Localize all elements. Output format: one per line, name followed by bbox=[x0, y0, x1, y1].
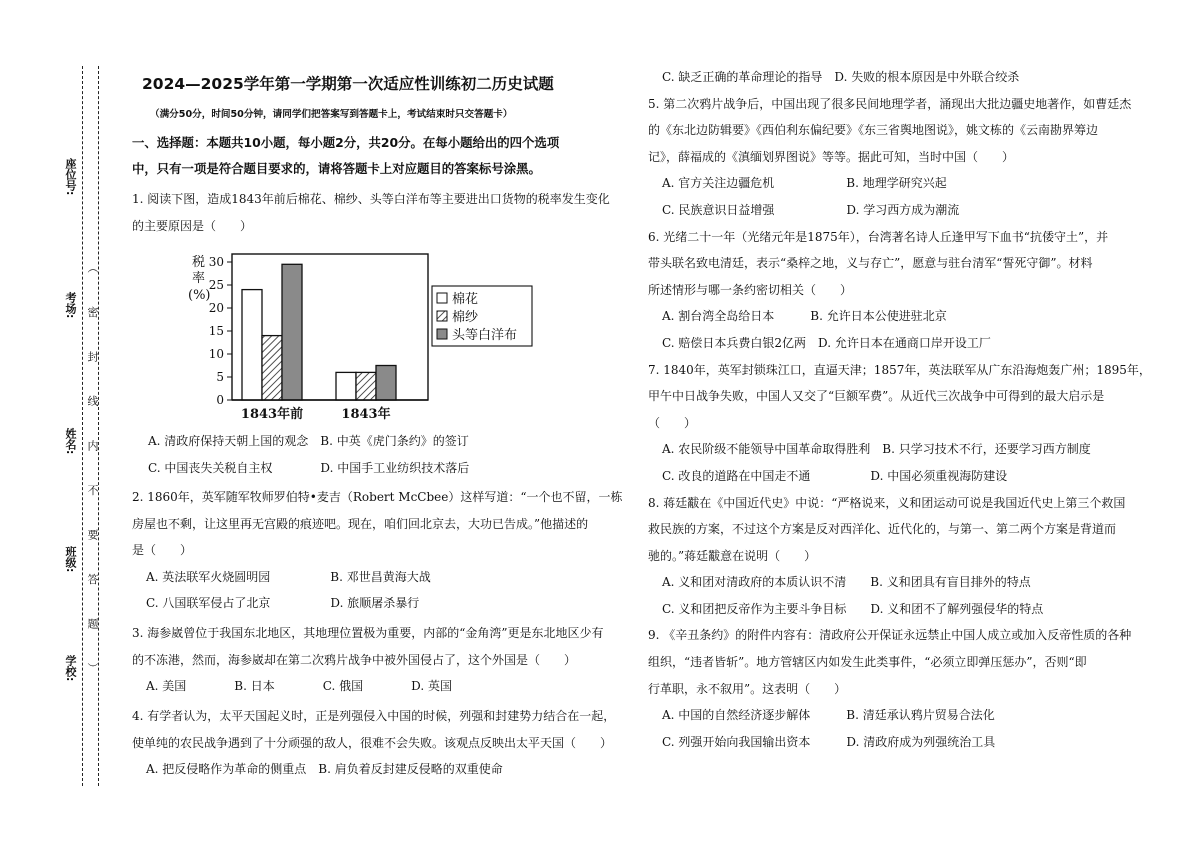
question-line: 组织，“违者皆斩”。地方管辖区内如发生此类事件，“必须立即弹压惩办”，否则“即 bbox=[648, 655, 1087, 670]
option-line: C. 中国丧失关税自主权 D. 中国手工业纺织技术落后 bbox=[148, 460, 470, 475]
y-tick-label: 15 bbox=[208, 324, 224, 338]
y-tick-label: 20 bbox=[208, 301, 224, 315]
x-category-label: 1843年前 bbox=[240, 407, 304, 422]
question-3 bbox=[132, 620, 604, 700]
exam-room-label: 考场: bbox=[64, 292, 77, 319]
name-label: 姓名: bbox=[64, 428, 77, 455]
y-tick-label: 10 bbox=[208, 347, 224, 361]
section-heading-line: 一、选择题：本题共10小题，每小题2分，共20分。在每小题给出的四个选项 bbox=[132, 135, 560, 150]
question-line: 7. 1840年，英军封锁珠江口，直逼天津；1857年，英法联军从广东沿海炮轰广州；1895年， bbox=[648, 362, 1151, 377]
bar-棉花 bbox=[242, 290, 262, 400]
option-line: C. 改良的道路在中国走不通 D. 中国必须重视海防建设 bbox=[662, 468, 1008, 483]
question-1-options bbox=[148, 428, 469, 481]
legend-label: 头等白洋布 bbox=[452, 328, 518, 343]
option-line: C. 缺乏正确的革命理论的指导 D. 失败的根本原因是中外联合绞杀 bbox=[662, 70, 1020, 84]
question-line: 记》，薛福成的《滇缅划界图说》等等。据此可知，当时中国（ ） bbox=[648, 149, 1015, 164]
section-heading-line: 中，只有一项是符合题目要求的，请将答题卡上对应题目的答案标号涂黑。 bbox=[132, 161, 541, 176]
question-line: 4. 有学者认为，太平天国起义时，正是列强侵入中国的时候，列强和封建势力结合在一起， bbox=[132, 709, 616, 723]
option-line: A. 割台湾全岛给日本 B. 允许日本公使进驻北京 bbox=[662, 309, 947, 324]
bar-棉纱 bbox=[262, 336, 282, 400]
y-axis-label: 税 bbox=[192, 255, 206, 270]
legend-label: 棉花 bbox=[452, 292, 479, 307]
bar-棉花 bbox=[336, 372, 356, 400]
question-line: 的《东北边防辑要》《西伯利东偏纪要》《东三省舆地图说》，姚文栋的《云南勘界筹边 bbox=[648, 123, 1099, 138]
question-line: 3. 海参崴曾位于我国东北地区，其地理位置极为重要，内部的“金角湾”更是东北地区少有 bbox=[132, 626, 604, 640]
question-line: 的主要原因是（ ） bbox=[132, 218, 253, 233]
y-tick-label: 30 bbox=[208, 255, 224, 269]
y-tick-label: 0 bbox=[216, 393, 224, 407]
question-line: 救民族的方案，不过这个方案是反对西洋化、近代化的，与第一、第二两个方案是背道而 bbox=[648, 522, 1117, 537]
tax-rate-chart bbox=[170, 246, 518, 426]
option-line: A. 农民阶级不能领导中国革命取得胜利 B. 只学习技术不行，还要学习西方制度 bbox=[662, 442, 1091, 457]
section-heading bbox=[132, 130, 559, 182]
question-line: 8. 蒋廷黻在《中国近代史》中说：“严格说来，义和团运动可说是我国近代史上第三个救国 bbox=[648, 495, 1126, 510]
option-line: C. 义和团把反帝作为主要斗争目标 D. 义和团不了解列强侵华的特点 bbox=[662, 601, 1044, 616]
legend-swatch bbox=[437, 293, 447, 303]
y-tick-label: 5 bbox=[216, 370, 224, 384]
legend-label: 棉纱 bbox=[452, 310, 479, 325]
question-line: 5. 第二次鸦片战争后，中国出现了很多民间地理学者，涌现出大批边疆史地著作，如曹廷杰 bbox=[648, 96, 1132, 111]
page-title: 2024—2025学年第一学期第一次适应性训练初二历史试题 bbox=[142, 75, 554, 93]
y-axis-label: (%) bbox=[188, 288, 211, 303]
question-line: 2. 1860年，英军随军牧师罗伯特•麦吉（Robert McCbee）这样写道：“一个也不留，一栋 bbox=[132, 490, 623, 504]
bar-棉纱 bbox=[356, 372, 376, 400]
question-line: 是（ ） bbox=[132, 543, 193, 558]
legend-swatch bbox=[437, 311, 447, 321]
legend-swatch bbox=[437, 329, 447, 339]
class-label: 班级: bbox=[64, 546, 77, 573]
question-line: 1. 阅读下图，造成1843年前后棉花、棉纱、头等白洋布等主要进出口货物的税率发生变化 bbox=[132, 192, 610, 206]
question-line: 驰的。”蒋廷黻意在说明（ ） bbox=[648, 548, 817, 563]
question-line: 的不冻港，然而，海参崴却在第二次鸦片战争中被外国侵占了，这个外国是（ ） bbox=[132, 652, 577, 667]
option-line: A. 美国 B. 日本 C. 俄国 D. 英国 bbox=[146, 679, 452, 694]
option-line: A. 中国的自然经济逐步解体 B. 清廷承认鸦片贸易合法化 bbox=[662, 708, 995, 723]
right-column bbox=[648, 64, 1151, 755]
question-line: 行革职，永不叙用”。这表明（ ） bbox=[648, 681, 847, 696]
question-line: 所述情形与哪一条约密切相关（ ） bbox=[648, 282, 853, 297]
option-line: C. 赔偿日本兵费白银2亿两 D. 允许日本在通商口岸开设工厂 bbox=[662, 335, 991, 350]
y-axis-label: 率 bbox=[192, 271, 206, 286]
bar-头等白洋布 bbox=[376, 366, 396, 401]
question-2 bbox=[132, 484, 623, 617]
option-line: C. 列强开始向我国输出资本 D. 清政府成为列强统治工具 bbox=[662, 734, 996, 749]
seat-number-label: 座位号: bbox=[64, 158, 77, 196]
option-line: A. 清政府保持天朝上国的观念 B. 中英《虎门条约》的签订 bbox=[148, 434, 469, 448]
question-line: 甲午中日战争失败，中国人又交了“巨额军费”。从近代三次战争中可得到的最大启示是 bbox=[648, 389, 1105, 404]
bar-头等白洋布 bbox=[282, 264, 302, 400]
question-4 bbox=[132, 703, 615, 783]
school-label: 学校: bbox=[64, 655, 77, 682]
dash-line-outer bbox=[82, 66, 83, 786]
option-line: C. 民族意识日益增强 D. 学习西方成为潮流 bbox=[662, 202, 960, 217]
exam-note: （满分50分，时间50分钟，请同学们把答案写到答题卡上，考试结束时只交答题卡） bbox=[150, 109, 513, 120]
option-line: C. 八国联军侵占了北京 D. 旅顺屠杀暴行 bbox=[146, 596, 420, 611]
question-1 bbox=[132, 186, 610, 239]
option-line: A. 英法联军火烧圆明园 B. 邓世昌黄海大战 bbox=[146, 569, 431, 584]
question-line: 使单纯的农民战争遇到了十分顽强的敌人，很难不会失败。该观点反映出太平天国（ ） bbox=[132, 735, 613, 750]
seal-line-notice: （ 密 封 线 内 不 要 答 题 ） bbox=[86, 262, 99, 689]
option-line: A. 把反侵略作为革命的侧重点 B. 肩负着反封建反侵略的双重使命 bbox=[146, 762, 503, 777]
question-line: 9. 《辛丑条约》的附件内容有：清政府公开保证永远禁止中国人成立或加入反帝性质的各种 bbox=[648, 628, 1132, 643]
question-line: 带头联名致电清廷，表示“桑梓之地，义与存亡”，愿意与驻台清军“誓死守御”。材料 bbox=[648, 256, 1093, 271]
option-line: A. 官方关注边疆危机 B. 地理学研究兴起 bbox=[662, 176, 947, 191]
y-tick-label: 25 bbox=[208, 278, 224, 292]
question-line: （ ） bbox=[648, 415, 697, 430]
x-category-label: 1843年 bbox=[341, 407, 391, 422]
question-line: 6. 光绪二十一年（光绪元年是1875年），台湾著名诗人丘逢甲写下血书“抗倭守土”，并 bbox=[648, 229, 1109, 244]
option-line: A. 义和团对清政府的本质认识不清 B. 义和团具有盲目排外的特点 bbox=[662, 575, 1031, 590]
question-line: 房屋也不剩，让这里再无宫殿的痕迹吧。现在，咱们回北京去，大功已告成。”他描述的 bbox=[132, 516, 589, 531]
